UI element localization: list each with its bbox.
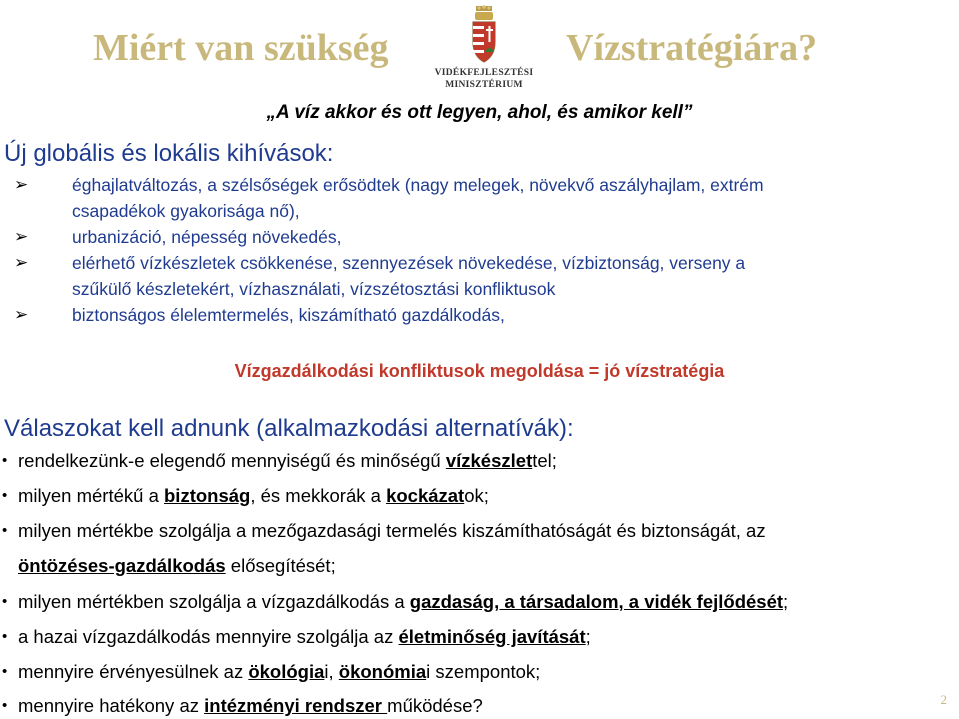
logo-text-line2: MINISZTÉRIUM xyxy=(445,80,523,90)
answer-item-7: • mennyire hatékony az intézményi rendszer működése? xyxy=(0,693,483,719)
list-item-text: biztonságos élelemtermelés, kiszámítható gazdálkodás, xyxy=(72,305,505,325)
challenges-list xyxy=(0,172,959,328)
answer-item-6: • mennyire érvényesülnek az ökológiai, ökonómiai szempontok; xyxy=(0,659,540,685)
arrow-bullet-icon: ➢ xyxy=(14,305,29,324)
bullet-dot-icon: • xyxy=(2,628,8,645)
list-item-text: szűkülő készletekért, vízhasználati, vízszétosztási konfliktusok xyxy=(72,279,556,299)
list-item xyxy=(0,172,959,224)
list-item xyxy=(0,224,959,250)
bullet-dot-icon: • xyxy=(2,452,8,469)
logo-text-line1: VIDÉKFEJLESZTÉSI xyxy=(434,68,534,78)
coat-of-arms-icon xyxy=(466,4,502,66)
ministry-logo xyxy=(432,4,536,96)
list-item-text: urbanizáció, népesség növekedés, xyxy=(72,227,342,247)
list-item-text: elérhető vízkészletek csökkenése, szennyezések növekedése, vízbiztonság, verseny a xyxy=(72,253,746,273)
bullet-dot-icon: • xyxy=(2,663,8,680)
list-item xyxy=(0,302,959,328)
answer-item-2: • milyen mértékű a biztonság, és mekkorák a kockázatok; xyxy=(0,483,489,509)
challenges-heading: Új globális és lokális kihívások: xyxy=(4,140,334,167)
answer-item-4: • milyen mértékben szolgálja a vízgazdálkodás a gazdaság, a társadalom, a vidék fejlődését; xyxy=(0,589,788,615)
arrow-bullet-icon: ➢ xyxy=(14,253,29,272)
bullet-dot-icon: • xyxy=(2,487,8,504)
bullet-dot-icon: • xyxy=(2,522,8,539)
key-statement: Vízgazdálkodási konfliktusok megoldása = jó vízstratégia xyxy=(234,361,725,381)
motto: „A víz akkor és ott legyen, ahol, és amikor kell” xyxy=(266,102,693,123)
answers-heading: Válaszokat kell adnunk (alkalmazkodási alternatívák): xyxy=(4,415,574,442)
answer-item-1: • rendelkezünk-e elegendő mennyiségű és minőségű vízkészlettel; xyxy=(0,448,557,474)
answer-item-3-continued: öntözéses-gazdálkodás elősegítését; xyxy=(18,555,336,576)
list-item-text: éghajlatváltozás, a szélsőségek erősödtek (nagy melegek, növekvő aszályhajlam, extrém xyxy=(72,175,764,195)
list-item-text: csapadékok gyakorisága nő), xyxy=(72,201,300,221)
page-number: 2 xyxy=(940,692,947,707)
title-right: Vízstratégiára? xyxy=(566,27,818,69)
bullet-dot-icon: • xyxy=(2,697,8,714)
title-left: Miért van szükség xyxy=(93,27,389,69)
arrow-bullet-icon: ➢ xyxy=(14,175,29,194)
bullet-dot-icon: • xyxy=(2,593,8,610)
answer-item-5: • a hazai vízgazdálkodás mennyire szolgálja az életminőség javítását; xyxy=(0,624,591,650)
arrow-bullet-icon: ➢ xyxy=(14,227,29,246)
list-item xyxy=(0,250,959,302)
answer-item-3: • milyen mértékbe szolgálja a mezőgazdasági termelés kiszámíthatóságát és biztonságát, az xyxy=(0,518,766,544)
